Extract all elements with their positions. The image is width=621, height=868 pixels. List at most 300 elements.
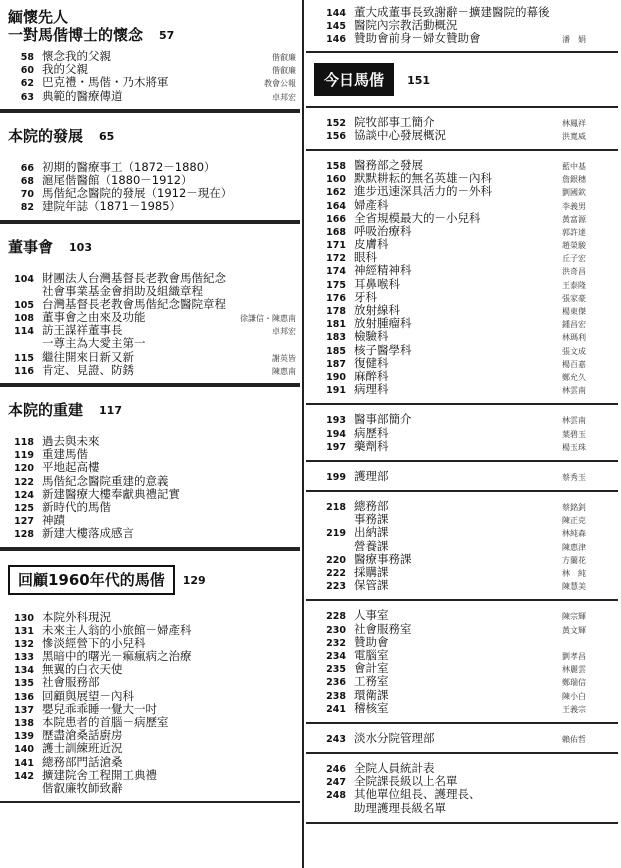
section-entries (0, 268, 300, 384)
entry-author: 卓邦宏 (272, 92, 296, 102)
entry-page-number: 222 (326, 568, 346, 579)
entry-author: 鄭瑞信 (562, 678, 586, 688)
entry-author: 陳惠津 (562, 542, 586, 552)
entry-title: 董大成董事長致謝辭－擴建醫院的幕後 (354, 6, 550, 19)
toc-entry (306, 526, 618, 539)
entry-title: 人事室 (354, 609, 389, 623)
toc-entry (306, 344, 618, 357)
entry-title: 採購課 (354, 566, 389, 579)
entry-author: 徐謙信・陳惠南 (240, 314, 296, 324)
toc-entry (0, 161, 300, 174)
entry-page-number: 137 (14, 704, 34, 716)
entry-page-number: 125 (14, 502, 34, 514)
entry-page-number: 175 (326, 279, 346, 291)
entry-page-number: 246 (326, 764, 346, 776)
entry-author: 林瑪利 (562, 333, 586, 343)
toc-entry (306, 383, 618, 396)
entry-title: 事務課 (354, 513, 389, 527)
entry-title: 放射腫瘤科 (354, 317, 412, 331)
entry-page-number: 130 (14, 612, 34, 624)
toc-entry (306, 278, 618, 291)
entry-title: 神蹟 (42, 514, 65, 528)
entry-author: 李義男 (562, 201, 586, 211)
toc-entry (0, 76, 300, 89)
toc-entry (0, 624, 300, 637)
entry-author: 方蘭花 (562, 555, 586, 565)
section (0, 222, 300, 386)
section-header (0, 224, 300, 268)
section (0, 549, 300, 804)
toc-entry (306, 609, 618, 622)
entry-author: 鍾昌宏 (562, 320, 586, 330)
entry-page-number: 114 (14, 326, 34, 338)
entry-page-number: 140 (14, 744, 34, 756)
entry-page-number: 70 (20, 189, 34, 201)
entry-page-number: 181 (326, 319, 346, 331)
entry-title: 典範的醫療傳道 (42, 89, 123, 103)
entry-title: 無翼的白衣天使 (42, 663, 123, 677)
entry-page-number: 176 (326, 292, 346, 304)
entry-page-number: 190 (326, 371, 346, 383)
entry-page-number: 120 (14, 463, 34, 475)
section-header (0, 113, 300, 157)
entry-page-number: 139 (14, 731, 34, 743)
entry-page-number: 219 (326, 528, 346, 540)
entry-author: 林 純 (562, 569, 586, 578)
entry-page-number: 115 (14, 352, 34, 364)
section-title: 今日馬偕 (314, 63, 394, 96)
entry-page-number: 193 (326, 415, 346, 427)
entry-page-number: 232 (326, 637, 346, 649)
entry-page-number: 235 (326, 664, 346, 676)
entry-page-number: 172 (326, 253, 346, 265)
entry-page-number: 158 (326, 160, 346, 172)
section-header (0, 387, 300, 431)
entry-author: 卓邦宏 (272, 327, 296, 337)
entry-author: 林雲南 (562, 416, 586, 426)
entry-page-number: 62 (20, 78, 34, 90)
toc-entry (0, 716, 300, 729)
entry-title: 進步迅速深具活力的－外科 (354, 185, 492, 199)
entry-title: 董事會之由來及功能 (42, 311, 146, 325)
section-title: 本院的發展 (8, 126, 84, 145)
entry-title: 未來主人翁的小旅館－婦產科 (42, 623, 192, 637)
section (0, 385, 300, 549)
entry-title: 嬰兒乖乖睡一覺大一吋 (42, 702, 157, 716)
entry-author: 趙榮駿 (562, 241, 586, 251)
entry-author: 黃文輝 (562, 625, 586, 635)
section (0, 111, 300, 222)
entry-title: 醫務部之發展 (354, 158, 423, 172)
entry-title: 全院人員統計表 (354, 762, 435, 776)
entry-page-number: 58 (20, 52, 34, 63)
entry-page-number: 243 (326, 733, 346, 745)
entry-title: 全省規模最大的－小兒科 (354, 211, 481, 225)
entry-author: 楊百嘉 (562, 359, 586, 369)
toc-entry (306, 317, 618, 330)
entry-title: 台灣基督長老教會馬偕紀念醫院章程 (42, 297, 226, 311)
entry-group (306, 724, 618, 754)
entry-title: 重建馬偕 (42, 448, 88, 462)
entry-title: 出納課 (354, 526, 389, 540)
entry-author: 藍中基 (562, 161, 586, 171)
toc-entry (0, 475, 300, 488)
entry-title: 淡水分院管理部 (354, 731, 435, 745)
entry-page-number: 138 (14, 718, 34, 729)
entry-title: 過去與未來 (42, 435, 100, 448)
entry-page-number: 131 (14, 625, 34, 637)
entry-group (306, 601, 618, 724)
toc-entry (306, 553, 618, 566)
entry-title: 醫院內宗教活動概況 (354, 19, 458, 33)
entry-page-number: 60 (20, 65, 34, 77)
toc-entry (306, 732, 618, 745)
toc-entry (0, 285, 300, 298)
toc-entry (0, 311, 300, 324)
section (0, 0, 300, 111)
entry-author: 楊東傑 (562, 307, 586, 316)
entry-author: 林麗雲 (562, 665, 586, 675)
entry-title: 呼吸治療科 (354, 224, 412, 238)
entry-title: 財團法人台灣基督長老教會馬偕紀念 (42, 271, 226, 285)
entry-page-number: 185 (326, 345, 346, 357)
entry-page-number: 223 (326, 581, 346, 593)
entry-page-number: 162 (326, 187, 346, 199)
entry-page-number: 228 (326, 611, 346, 623)
entry-author: 劉國欽 (562, 188, 586, 198)
entry-title: 訪王謀祥董事長 (42, 324, 123, 338)
toc-entry (0, 676, 300, 689)
entry-page-number: 136 (14, 691, 34, 703)
entry-page-number: 183 (326, 332, 346, 344)
entry-title: 贊助會 (354, 635, 389, 649)
entry-title: 偕叡廉牧師致辭 (42, 781, 123, 795)
entry-author: 張家豪 (562, 293, 586, 303)
entry-title: 助理護理長級名單 (354, 801, 446, 815)
entry-title: 耳鼻喉科 (354, 277, 400, 291)
entry-author: 郭許達 (562, 227, 586, 237)
section-page: 103 (69, 240, 92, 254)
left-column (0, 0, 300, 803)
toc-entry (306, 566, 618, 579)
entry-page-number: 63 (20, 91, 34, 103)
entry-title: 繼往開來日新又新 (42, 350, 134, 364)
entry-page-number: 220 (326, 554, 346, 566)
entry-title: 工務室 (354, 675, 389, 689)
toc-entry (0, 514, 300, 527)
entry-title: 默默耕耘的無名英雄－內科 (354, 172, 492, 186)
toc-entry (306, 6, 618, 19)
entry-title: 贊助會前身－婦女贊助會 (354, 32, 481, 46)
entry-page-number: 127 (14, 516, 34, 528)
entry-title: 環衛課 (354, 688, 389, 702)
toc-entry (306, 32, 618, 45)
entry-title: 新建大樓落成感言 (42, 527, 134, 541)
entry-page-number: 247 (326, 777, 346, 789)
toc-entry (0, 337, 300, 350)
entry-page-number: 124 (14, 489, 34, 501)
entry-author: 洪奇昌 (562, 267, 586, 277)
entry-page-number: 171 (326, 240, 346, 252)
entry-author: 潘 娟 (562, 35, 586, 45)
entry-title: 院牧部事工簡介 (354, 115, 435, 129)
entry-title: 社會服務部 (42, 676, 100, 690)
entry-author: 楊玉珠 (562, 442, 586, 452)
entry-author: 王義宗 (562, 704, 586, 714)
entry-title: 稽核室 (354, 701, 389, 715)
entry-page-number: 191 (326, 385, 346, 397)
toc-entry (306, 172, 618, 185)
entry-title: 護理部 (354, 469, 389, 483)
entry-page-number: 133 (14, 652, 34, 664)
entry-title: 新建醫療大樓奉獻典禮記實 (42, 487, 180, 501)
entry-page-number: 218 (326, 502, 346, 514)
entry-author: 偕叡廉 (272, 66, 296, 76)
toc-entry (0, 756, 300, 769)
entry-page-number: 116 (14, 365, 34, 377)
entry-title: 懷念我的父親 (42, 50, 111, 63)
entry-title: 牙科 (354, 290, 377, 304)
entry-page-number: 108 (14, 313, 34, 325)
toc-entry (306, 199, 618, 212)
entry-group (306, 754, 618, 824)
entry-title: 肯定、見證、防銹 (42, 363, 134, 377)
toc-entry (306, 225, 618, 238)
section-title: 緬懷先人 一對馬偕博士的懷念 (8, 8, 144, 44)
toc-entry (0, 742, 300, 755)
section-page: 151 (407, 73, 431, 87)
entry-author: 林純森 (562, 529, 586, 539)
entry-author: 陳小白 (562, 691, 586, 701)
entry-title: 其他單位組長、護理長、 (354, 788, 481, 802)
toc-entry (306, 129, 618, 142)
entry-page-number: 66 (20, 162, 34, 174)
entry-title: 營養課 (354, 539, 389, 553)
entry-page-number: 168 (326, 226, 346, 238)
entry-author: 詹銀穗 (562, 175, 586, 185)
entry-page-number: 132 (14, 638, 34, 650)
toc-entry (306, 788, 618, 801)
entry-author: 教會公報 (264, 79, 296, 89)
entry-group (306, 151, 618, 405)
entry-title: 總務部門話滄桑 (42, 755, 123, 769)
section-page: 117 (99, 404, 122, 417)
toc-entry (0, 663, 300, 676)
entry-title: 麻醉科 (354, 369, 389, 383)
entry-author: 偕叡廉 (272, 53, 296, 62)
section-title: 回顧1960年代的馬偕 (8, 565, 175, 595)
section-title: 董事會 (8, 237, 54, 256)
toc-entry (306, 238, 618, 251)
entry-author: 洪寬威 (562, 131, 586, 141)
toc-entry (0, 174, 300, 187)
section-title: 本院的重建 (8, 401, 84, 419)
entry-title: 社會服務室 (354, 622, 412, 636)
toc-entry (0, 729, 300, 742)
section-entries (0, 157, 300, 220)
entry-title: 全院課長級以上名單 (354, 775, 458, 789)
toc-entry (306, 540, 618, 553)
toc-entry (0, 435, 300, 448)
entry-page-number: 118 (14, 437, 34, 448)
entry-title: 平地起高樓 (42, 461, 100, 475)
column-divider (302, 0, 304, 868)
toc-entry (0, 187, 300, 200)
entry-title: 神經精神科 (354, 264, 412, 278)
entry-page-number: 119 (14, 450, 34, 462)
entry-title: 協談中心發展概況 (354, 128, 446, 142)
entry-title: 病歷科 (354, 426, 389, 440)
entry-group (306, 492, 618, 601)
entry-author: 陳惠南 (272, 366, 296, 376)
entry-page-number: 248 (326, 790, 346, 802)
entry-title: 本院患者的首腦－病歷室 (42, 716, 169, 729)
entry-author: 蔡秀玉 (562, 472, 586, 482)
toc-entry (306, 19, 618, 32)
toc-entry (306, 649, 618, 662)
entry-page-number: 178 (326, 306, 346, 317)
entry-title: 新時代的馬偕 (42, 500, 111, 514)
entry-page-number: 174 (326, 266, 346, 278)
entry-title: 放射線科 (354, 304, 400, 317)
right-column (306, 0, 618, 824)
entry-title: 擴建院舍工程開工典禮 (42, 768, 157, 782)
entry-author: 王泰隆 (562, 280, 586, 290)
toc-entry (306, 330, 618, 343)
toc-entry (0, 501, 300, 514)
toc-entry (0, 200, 300, 213)
entry-title: 保管課 (354, 579, 389, 593)
entry-title: 核子醫學科 (354, 343, 412, 357)
toc-entry (306, 500, 618, 513)
toc-entry (306, 762, 618, 775)
entry-page-number: 135 (14, 678, 34, 690)
section-header-today (306, 53, 618, 108)
entry-author: 黃富源 (562, 214, 586, 224)
entry-title: 我的父親 (42, 63, 88, 77)
entry-page-number: 241 (326, 703, 346, 715)
toc-entry (306, 513, 618, 526)
toc-entry (306, 212, 618, 225)
entry-page-number: 142 (14, 770, 34, 782)
entry-page-number: 187 (326, 358, 346, 370)
entry-page-number: 134 (14, 665, 34, 677)
entry-page-number: 82 (20, 202, 34, 214)
toc-entry (0, 351, 300, 364)
entry-page-number: 68 (20, 175, 34, 187)
section-page: 65 (99, 129, 115, 143)
toc-entry (0, 488, 300, 501)
entry-page-number: 145 (326, 21, 346, 33)
entry-title: 檢驗科 (354, 330, 389, 344)
entry-page-number: 230 (326, 624, 346, 636)
toc-entry (0, 703, 300, 716)
entry-title: 眼科 (354, 251, 377, 265)
entry-title: 建院年誌（1871－1985） (42, 200, 182, 214)
entry-page-number: 164 (326, 200, 346, 212)
section-page: 129 (182, 573, 206, 587)
entry-title: 總務部 (354, 500, 389, 514)
entry-title: 護士訓練班近況 (42, 742, 123, 756)
entry-page-number: 236 (326, 677, 346, 689)
toc-entry (0, 50, 300, 63)
toc-entry (306, 702, 618, 715)
entry-title: 社會事業基金會捐助及組織章程 (42, 284, 203, 298)
entry-author: 林鳳祥 (562, 118, 586, 128)
entry-page-number: 197 (326, 441, 346, 453)
toc-entry (0, 298, 300, 311)
entry-title: 藥劑科 (354, 439, 389, 453)
toc-entry (306, 636, 618, 649)
entry-title: 醫事部簡介 (354, 413, 412, 427)
entry-page-number: 144 (326, 8, 346, 19)
toc-entry (306, 304, 618, 317)
toc-entry (0, 637, 300, 650)
toc-entry (306, 440, 618, 453)
toc-entry (0, 324, 300, 337)
entry-author: 賴佑哲 (562, 734, 586, 744)
entry-title: 病理科 (354, 383, 389, 397)
toc-entry (306, 264, 618, 277)
entry-title: 初期的醫療事工（1872－1880） (42, 160, 216, 174)
entry-author: 陳慧美 (562, 582, 586, 592)
entry-page-number: 141 (14, 757, 34, 769)
toc-entry (0, 63, 300, 76)
entry-title: 歷盡滄桑話廚房 (42, 729, 123, 743)
entry-page-number: 194 (326, 428, 346, 440)
entry-author: 鄭允久 (562, 372, 586, 382)
toc-entry (0, 364, 300, 377)
entry-author: 張文成 (562, 346, 586, 356)
entry-title: 本院外科現況 (42, 610, 111, 624)
entry-title: 回顧與展望－內科 (42, 689, 134, 703)
entry-page-number: 104 (14, 273, 34, 285)
toc-entry (0, 448, 300, 461)
entry-author: 劉孝昌 (562, 651, 586, 661)
entry-page-number: 105 (14, 299, 34, 311)
toc-entry (0, 782, 300, 795)
toc-entry (306, 623, 618, 636)
entry-title: 復健科 (354, 356, 389, 370)
toc-entry (0, 461, 300, 474)
toc-entry (0, 690, 300, 703)
toc-entry (0, 272, 300, 285)
entry-title: 馬偕紀念醫院的發展（1912－現在） (42, 187, 233, 201)
entry-author: 丘子宏 (562, 254, 586, 264)
entry-group (306, 405, 618, 462)
entry-title: 慘淡經營下的小兒科 (42, 636, 146, 650)
section-header (0, 0, 300, 50)
toc-entry (0, 611, 300, 624)
toc-entry (306, 251, 618, 264)
toc-entry (306, 662, 618, 675)
toc-entry (306, 579, 618, 592)
section-header (0, 551, 300, 607)
entry-title: 婦產科 (354, 198, 389, 212)
entry-page-number: 156 (326, 130, 346, 142)
entry-title: 巴克禮・馬偕・乃木將軍 (42, 76, 169, 90)
entry-page-number: 199 (326, 471, 346, 483)
toc-entry (306, 427, 618, 440)
entry-title: 電腦室 (354, 648, 389, 662)
toc-entry (0, 90, 300, 103)
toc-entry (306, 689, 618, 702)
entry-author: 林雲南 (562, 386, 586, 396)
toc-entry (306, 675, 618, 688)
toc-entry (0, 527, 300, 540)
toc-entry (306, 775, 618, 788)
entry-page-number: 234 (326, 650, 346, 662)
